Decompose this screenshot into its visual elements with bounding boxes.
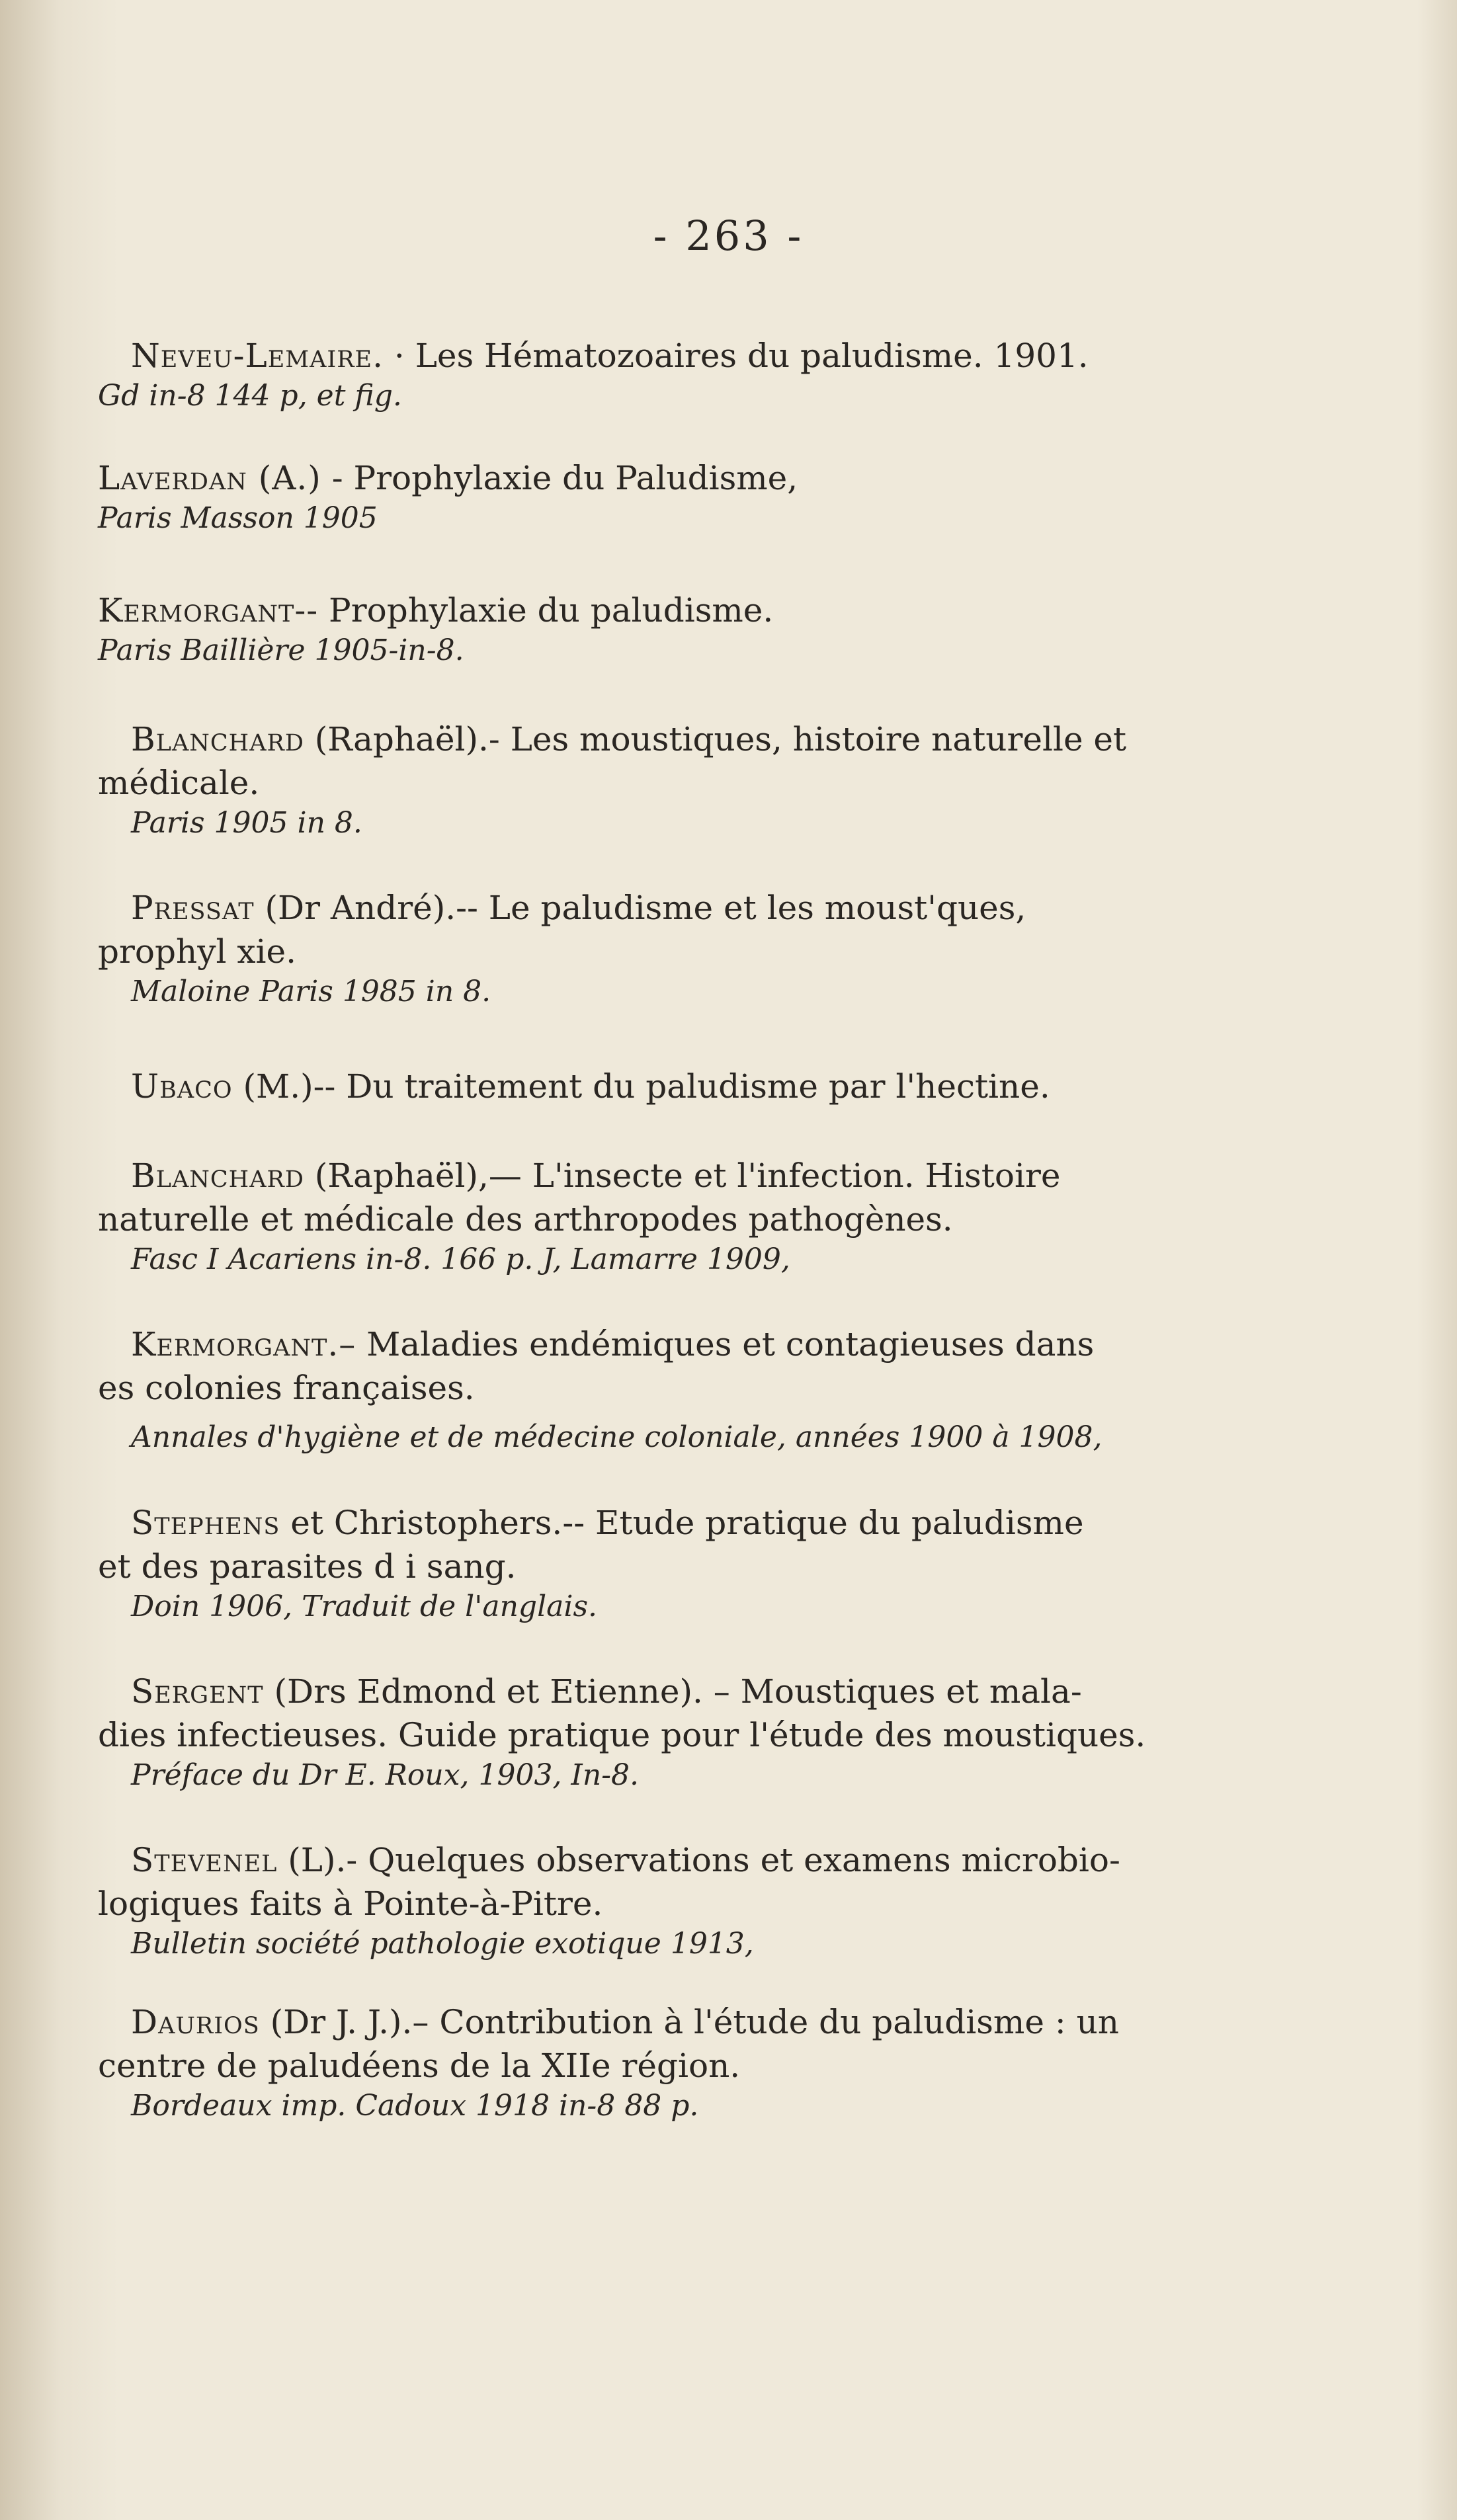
bibliography-entry (98, 1322, 1288, 1456)
bibliography-entry (98, 334, 1288, 415)
entry-author: Stephens (131, 1504, 280, 1542)
entry-title-line: logiques faits à Pointe-à-Pitre. (98, 1885, 603, 1923)
entry-publication: Bordeaux imp. Cadoux 1918 in-8 88 p. (131, 2089, 699, 2123)
entry-title-line: (Raphaël),— L'insecte et l'infection. Histoire (314, 1157, 1061, 1195)
entry-author: Laverdan (A.) (98, 459, 321, 497)
entry-title-line: (L).- Quelques observations et examens microbio- (288, 1841, 1120, 1879)
entry-title-line: naturelle et médicale des arthropodes pathogènes. (98, 1200, 953, 1239)
bibliography-entry (98, 456, 1288, 537)
entry-publication: Fasc I Acariens in-8. 166 p. J, Lamarre 1909, (131, 1242, 790, 1276)
bibliography-entry (98, 589, 1288, 669)
entry-title-line: (Dr J. J.).– Contribution à l'étude du paludisme : un (270, 2003, 1119, 2041)
entry-author: Ubaco (131, 1067, 233, 1106)
entry-publication: Paris Baillière 1905-in-8. (98, 633, 464, 667)
entry-title-line: et Christophers.-- Etude pratique du paludisme (290, 1504, 1084, 1542)
bibliography-entry (98, 886, 1288, 1010)
entry-title-line: (M.)-- Du traitement du paludisme par l'hectine. (243, 1067, 1050, 1106)
bibliography-entry (98, 1154, 1288, 1278)
entry-title-line: - Prophylaxie du Paludisme, (331, 459, 798, 497)
entry-author: Stevenel (131, 1841, 278, 1879)
entry-author: Kermorgant-- (98, 591, 319, 630)
entry-title-line: Maladies endémiques et contagieuses dans (366, 1325, 1095, 1363)
entry-publication: Maloine Paris 1985 in 8. (131, 975, 491, 1008)
entry-title-line: (Raphaël).- Les moustiques, histoire naturelle et (314, 720, 1127, 758)
entry-title-line: dies infectieuses. Guide pratique pour l'étude des moustiques. (98, 1716, 1146, 1754)
entry-publication: Paris 1905 in 8. (131, 806, 362, 840)
bibliography-entry (98, 2000, 1288, 2125)
entry-publication: Paris Masson 1905 (98, 501, 378, 535)
page-number: - 263 - (653, 212, 804, 260)
entry-title-line: et des parasites d i sang. (98, 1547, 517, 1586)
entry-title-line: centre de paludéens de la XIIe région. (98, 2047, 741, 2085)
entry-author: Kermorgant.– (131, 1325, 356, 1363)
bibliography-entry (98, 1670, 1288, 1794)
entry-publication: Doin 1906, Traduit de l'anglais. (131, 1590, 598, 1623)
entry-author: Pressat (131, 889, 255, 927)
entry-title-line: (Drs Edmond et Etienne). – Moustiques et mala- (274, 1672, 1082, 1711)
entry-author: Blanchard (131, 720, 304, 758)
entry-publication: Préface du Dr E. Roux, 1903, In-8. (131, 1758, 640, 1792)
entry-title-line: prophyl xie. (98, 932, 297, 971)
entry-title-line: médicale. (98, 764, 260, 802)
entry-title-line: Prophylaxie du paludisme. (329, 591, 774, 630)
entry-publication: Gd in-8 144 p, et fig. (98, 379, 402, 413)
entry-author: Daurios (131, 2003, 260, 2041)
entry-author: Sergent (131, 1672, 264, 1711)
entry-publication: Annales d'hygiène et de médecine coloniale, années 1900 à 1908, (131, 1420, 1103, 1454)
entry-title-line: (Dr André).-- Le paludisme et les moust'ques, (265, 889, 1026, 927)
entry-title-line: es colonies françaises. (98, 1369, 475, 1407)
entry-publication: Bulletin société pathologie exotique 1913, (131, 1927, 754, 1961)
bibliography-entry (98, 1501, 1288, 1625)
entry-title-line: · Les Hématozoaires du paludisme. 1901. (394, 337, 1089, 375)
bibliography-entry (98, 1838, 1288, 1963)
entry-author: Neveu-Lemaire. (131, 337, 384, 375)
entry-author: Blanchard (131, 1157, 304, 1195)
bibliography-entry (98, 1065, 1288, 1108)
bibliography-entry (98, 717, 1288, 842)
